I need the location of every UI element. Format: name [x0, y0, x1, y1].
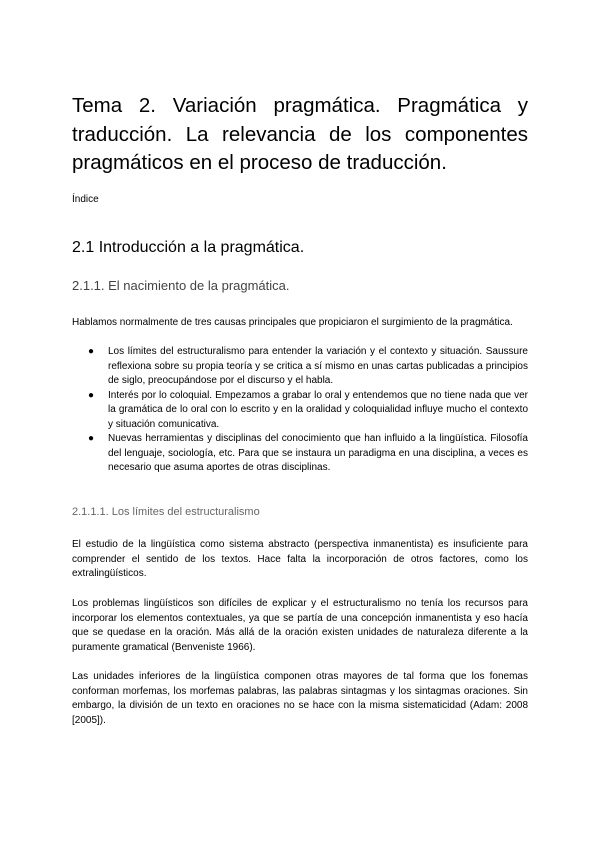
bullet-icon: ● — [88, 433, 95, 444]
bullet-icon: ● — [88, 389, 95, 401]
list-item-text: Interés por lo coloquial. Empezamos a grabar lo oral y entendemos que no tiene nada que ver la gramática de lo oral con lo escrito y en la oralidad y coloquialidad influye mucho el contexto y situación comunicativa. — [108, 389, 528, 430]
causes-list — [72, 345, 528, 476]
body-paragraph: Las unidades inferiores de la lingüística componen otras mayores de tal forma que los fonemas conforman morfemas, los morfemas palabras, las palabras sintagmas y los sintagmas oraciones. Sin embargo, la división de un texto en oraciones no se hace con la misma sistematicidad (Adam: 2008 [2005]). — [72, 671, 528, 726]
list-item — [72, 432, 528, 476]
heading-2-1-1: 2.1.1. El nacimiento de la pragmática. — [72, 278, 290, 293]
heading-2-1-1-1: 2.1.1.1. Los límites del estructuralismo — [72, 506, 260, 518]
list-item — [72, 345, 528, 389]
list-item-text: Nuevas herramientas y disciplinas del conocimiento que han influido a la lingüística. Filosofía del lenguaje, sociología, etc. Para que se instaura un paradigma en una disciplina, a veces es necesario que asuma aportes de otras disciplinas. — [108, 433, 528, 473]
intro-paragraph: Hablamos normalmente de tres causas principales que propiciaron el surgimiento de la pragmática. — [72, 317, 513, 328]
document-title: Tema 2. Variación pragmática. Pragmática y traducción. La relevancia de los componentes pragmáticos en el proceso de traducción. — [72, 94, 528, 174]
list-item-text: Los límites del estructuralismo para entender la variación y el contexto y situación. Saussure reflexiona sobre su propia teoría y se critica a sí mismo en unas cartas publicadas a principios de siglo, preocupándose por el discurso y el habla. — [108, 346, 528, 386]
bullet-icon: ● — [88, 346, 95, 357]
heading-2-1: 2.1 Introducción a la pragmática. — [72, 239, 305, 256]
index-label: Índice — [72, 194, 99, 205]
body-paragraph: El estudio de la lingüística como sistema abstracto (perspectiva inmanentista) es insuficiente para comprender el sentido de los textos. Hace falta la incorporación de otros factores, como los extralingüísticos. — [72, 539, 528, 579]
list-item — [72, 389, 528, 433]
body-paragraph: Los problemas lingüísticos son difíciles de explicar y el estructuralismo no tenía los recursos para incorporar los elementos contextuales, ya que se partía de una concepción inmanentista y eso hacía que se quedase en la oración. Más allá de la oración existen unidades de naturaleza diferente a la puramente gramatical (Benveniste 1966). — [72, 598, 528, 653]
